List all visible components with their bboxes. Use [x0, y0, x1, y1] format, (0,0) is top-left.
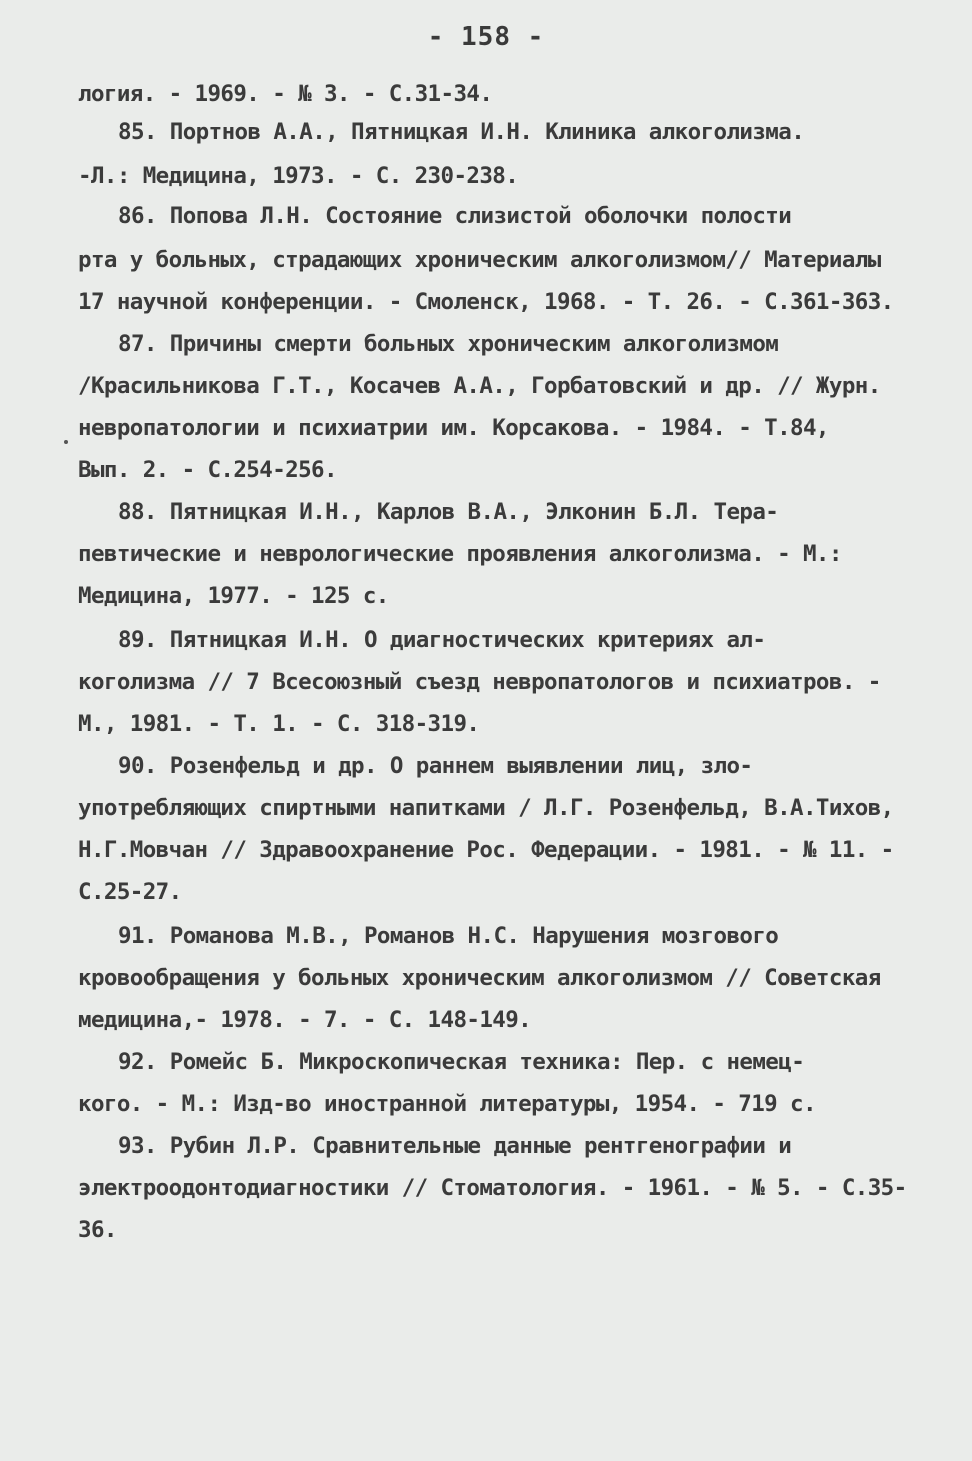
text-line: рта у больных, страдающих хроническим алкоголизмом// Материалы	[78, 247, 881, 273]
text-line: -Л.: Медицина, 1973. - С. 230-238.	[78, 163, 519, 189]
reference-86-line-1: 86. Попова Л.Н. Состояние слизистой оболочки полости	[118, 203, 792, 229]
reference-88-line-1: 88. Пятницкая И.Н., Карлов В.А., Элконин Б.Л. Тера-	[118, 499, 779, 525]
text-line: 36.	[78, 1217, 117, 1243]
text-line: 17 научной конференции. - Смоленск, 1968. - Т. 26. - С.361-363.	[78, 289, 894, 315]
text-line: /Красильникова Г.Т., Косачев А.А., Горбатовский и др. // Журн.	[78, 373, 881, 399]
text-line: Н.Г.Мовчан // Здравоохранение Рос. Федерации. - 1981. - № 11. -	[78, 837, 894, 863]
text-line: коголизма // 7 Всесоюзный съезд невропатологов и психиатров. -	[78, 669, 881, 695]
text-line: электроодонтодиагностики // Стоматология. - 1961. - № 5. - С.35-	[78, 1175, 907, 1201]
text-line: С.25-27.	[78, 879, 182, 905]
text-line: невропатологии и психиатрии им. Корсакова. - 1984. - Т.84,	[78, 415, 829, 441]
text-line: Медицина, 1977. - 125 с.	[78, 583, 389, 609]
reference-91-line-1: 91. Романова М.В., Романов Н.С. Нарушения мозгового	[118, 923, 779, 949]
text-line: Вып. 2. - С.254-256.	[78, 457, 337, 483]
text-line: кровообращения у больных хроническим алкоголизмом // Советская	[78, 965, 881, 991]
reference-93-line-1: 93. Рубин Л.Р. Сравнительные данные рентгенографии и	[118, 1133, 792, 1159]
text-line: употребляющих спиртными напитками / Л.Г. Розенфельд, В.А.Тихов,	[78, 795, 894, 821]
text-line: кого. - М.: Изд-во иностранной литературы, 1954. - 719 с.	[78, 1091, 816, 1117]
scan-speck	[64, 440, 68, 444]
reference-87-line-1: 87. Причины смерти больных хроническим алкоголизмом	[118, 331, 779, 357]
reference-90-line-1: 90. Розенфельд и др. О раннем выявлении лиц, зло-	[118, 753, 753, 779]
reference-89-line-1: 89. Пятницкая И.Н. О диагностических критериях ал-	[118, 627, 766, 653]
reference-85-line-1: 85. Портнов А.А., Пятницкая И.Н. Клиника алкоголизма.	[118, 119, 805, 145]
page-number: - 158 -	[427, 22, 545, 52]
text-line: певтические и неврологические проявления алкоголизма. - М.:	[78, 541, 842, 567]
text-line: медицина,- 1978. - 7. - С. 148-149.	[78, 1007, 532, 1033]
text-line: логия. - 1969. - № 3. - С.31-34.	[78, 81, 493, 107]
text-line: М., 1981. - Т. 1. - С. 318-319.	[78, 711, 480, 737]
reference-92-line-1: 92. Ромейс Б. Микроскопическая техника: Пер. с немец-	[118, 1049, 805, 1075]
